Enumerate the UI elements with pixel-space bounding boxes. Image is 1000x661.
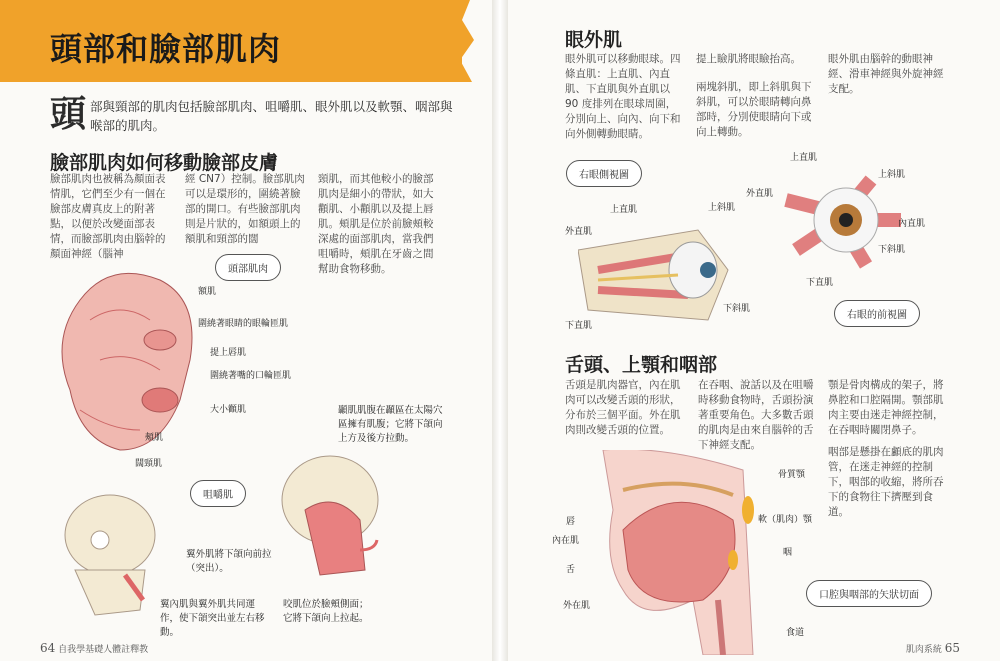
section-label-extrinsic: 外在肌 bbox=[563, 601, 591, 611]
label-levator-labii: 提上唇肌 bbox=[210, 348, 247, 358]
note-lateral-pterygoid: 翼外肌將下頜向前拉（突出）。 bbox=[186, 549, 272, 574]
side-label-superior-oblique: 上斜肌 bbox=[708, 203, 736, 213]
section-label-tongue: 舌 bbox=[566, 565, 576, 575]
front-label-superior-rectus: 上直肌 bbox=[790, 153, 818, 163]
section-label-intrinsic: 內在肌 bbox=[552, 536, 580, 546]
section-label-esophagus: 食道 bbox=[786, 628, 805, 638]
tongue-col-2: 在吞咽、說話以及在咀嚼時移動食物時，舌頭扮演著重要角色。大多數舌頭的肌肉是由來自腦幹的舌下神經支配。 bbox=[698, 379, 814, 451]
side-label-lateral-rectus: 外直肌 bbox=[565, 227, 593, 237]
front-label-inferior-rectus: 下直肌 bbox=[806, 278, 834, 288]
section-heading-tongue: 舌頭、上顎和咽部 bbox=[565, 354, 718, 376]
page-number-left: 64 bbox=[40, 641, 56, 655]
book-spine bbox=[492, 0, 508, 661]
left-page bbox=[0, 0, 492, 661]
pill-right-eye-front: 右眼的前視圖 bbox=[834, 300, 920, 327]
right-footer bbox=[906, 641, 960, 655]
note-masseter: 咬肌位於臉頰側面；它將下頜向上拉起。 bbox=[283, 599, 369, 624]
page-title: 頭部和臉部肌肉 bbox=[50, 30, 282, 68]
side-label-superior-rectus: 上直肌 bbox=[610, 205, 638, 215]
label-orbicularis-oris: 圍繞著嘴的口輪匝肌 bbox=[210, 371, 292, 381]
section-label-pharynx: 咽 bbox=[783, 548, 793, 558]
front-label-lateral-rectus: 外直肌 bbox=[746, 189, 774, 199]
tongue-col-3b: 咽部是懸掛在顱底的肌肉管，在迷走神經的控制下，咽部的收縮，將所吞下的食物往下擠壓到食道。 bbox=[828, 446, 944, 518]
section-label-soft-palate: 軟（肌肉）顎 bbox=[758, 515, 813, 525]
pill-mouth-section: 口腔與咽部的矢狀切面 bbox=[806, 580, 932, 607]
face-col-3: 頸肌，而其他較小的臉部肌肉是細小的帶狀，如大顴肌、小顴肌以及提上唇肌。頰肌是位於前臉頰較深處的面部肌肉，當我們咀嚼時，頰肌在牙齒之間幫助食物移動。 bbox=[318, 173, 434, 275]
section-label-hard-palate: 骨質顎 bbox=[778, 470, 806, 480]
face-col-1: 臉部肌肉也被稱為顏面表情肌，它們至少有一個在臉部皮膚真皮上的附著點，以便於改變面部表情，而臉部肌肉由腦幹的顏面神經（腦神 bbox=[50, 173, 166, 260]
label-zygomaticus: 大小顴肌 bbox=[210, 405, 247, 415]
pill-head-muscles: 頭部肌肉 bbox=[215, 254, 281, 281]
face-col-2: 經 CN7）控制。臉部肌肉可以是環形的，圍繞著臉部的開口。有些臉部肌肉則是片狀的，如額頭上的額肌和頸部的闊 bbox=[185, 173, 305, 245]
note-medial-pterygoid: 翼內肌與翼外肌共同運作，使下頜突出並左右移動。 bbox=[160, 599, 265, 638]
side-label-inferior-oblique: 下斜肌 bbox=[723, 304, 751, 314]
label-orbicularis-oculi: 圍繞著眼睛的眼輪匝肌 bbox=[198, 319, 289, 329]
skull-masseter-illustration bbox=[265, 450, 395, 600]
face-muscles-illustration bbox=[40, 260, 210, 460]
front-label-medial-rectus: 內直肌 bbox=[898, 219, 926, 229]
left-footer bbox=[40, 641, 148, 655]
eye-col-3: 眼外肌由腦幹的動眼神經、滑車神經與外旋神經支配。 bbox=[828, 53, 944, 95]
tongue-col-1: 舌頭是肌肉器官，內在肌肉可以改變舌頭的形狀，分布於三個平面。外在肌肉則改變舌頭的位置。 bbox=[565, 379, 681, 436]
section-label-lip: 唇 bbox=[566, 517, 576, 527]
label-frontalis: 額肌 bbox=[198, 287, 217, 297]
eye-col-2a: 提上瞼肌將眼瞼抬高。 bbox=[696, 53, 801, 65]
right-page bbox=[508, 0, 1000, 661]
footer-book-title: 自我學基礎人體註釋教 bbox=[58, 645, 149, 655]
skull-lateral-illustration bbox=[55, 490, 175, 630]
intro-text: 部與頸部的肌肉包括臉部肌肉、咀嚼肌、眼外肌以及軟顎、咽部與喉部的肌肉。 bbox=[90, 99, 453, 133]
section-heading-eye: 眼外肌 bbox=[565, 29, 623, 51]
side-label-inferior-rectus: 下直肌 bbox=[565, 321, 593, 331]
pill-chewing-muscles: 咀嚼肌 bbox=[190, 480, 246, 507]
eye-col-1: 眼外肌可以移動眼球。四條直肌：上直肌、內直肌、下直肌與外直肌以 90 度排列在眼球周圍，分別向上、向內、向下和向外側轉動眼睛。 bbox=[565, 53, 681, 140]
label-platysma: 闊頸肌 bbox=[135, 459, 163, 469]
pill-right-eye-side: 右眼側視圖 bbox=[566, 160, 642, 187]
mouth-section-illustration bbox=[583, 450, 783, 655]
intro-initial: 頭 bbox=[50, 94, 87, 135]
front-label-inferior-oblique: 下斜肌 bbox=[878, 245, 906, 255]
label-buccinator: 頰肌 bbox=[145, 433, 164, 443]
eye-col-2b: 兩塊斜肌，即上斜肌與下斜肌，可以於眼睛轉向鼻部時，分別使眼睛向下或向上轉動。 bbox=[696, 81, 812, 138]
tongue-col-3a: 顎是骨肉構成的架子，將鼻腔和口腔隔開。顎部肌肉主要由迷走神經控制，在吞咽時關閉鼻子。 bbox=[828, 379, 944, 436]
eye-side-illustration bbox=[578, 210, 738, 330]
front-label-superior-oblique: 上斜肌 bbox=[878, 170, 906, 180]
footer-chapter: 肌肉系統 bbox=[905, 645, 942, 655]
section-heading-face: 臉部肌肉如何移動臉部皮膚 bbox=[50, 152, 279, 174]
banner-brush-edge bbox=[440, 0, 480, 82]
note-temporalis: 顳肌肌腹在顳區在太陽穴區擁有肌腹；它將下頜向上方及後方拉動。 bbox=[338, 405, 443, 444]
page-number-right: 65 bbox=[944, 641, 960, 655]
